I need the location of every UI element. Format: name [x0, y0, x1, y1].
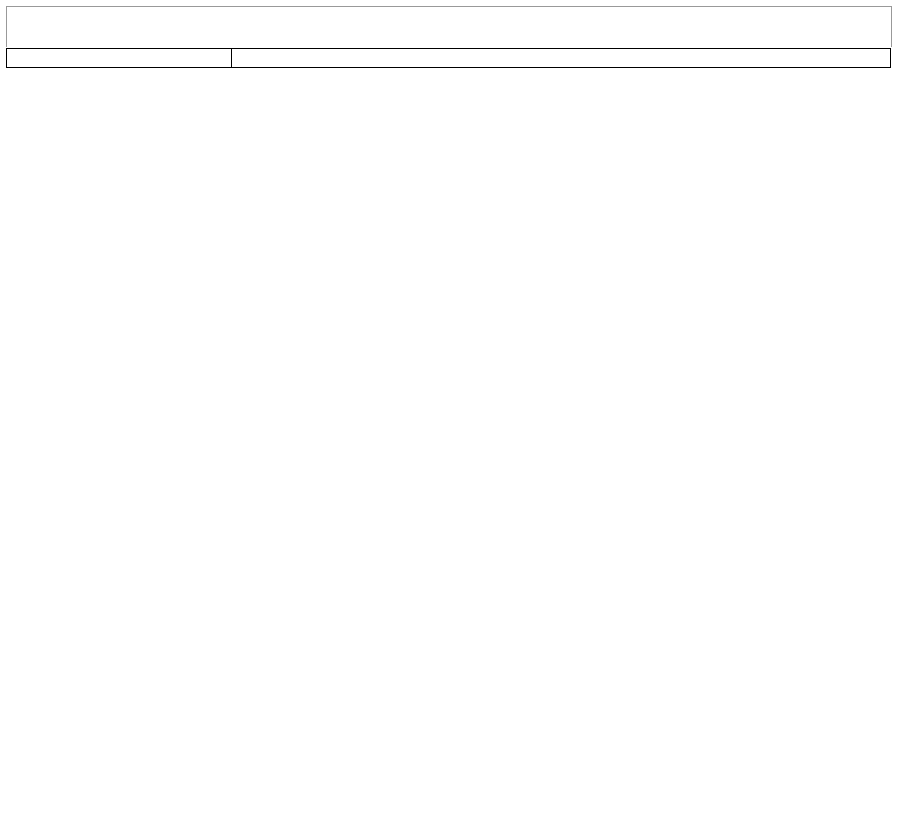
- header-row: [7, 49, 891, 68]
- technical-header: [232, 49, 891, 68]
- picture-header: [7, 49, 232, 68]
- spec-table: [6, 48, 891, 68]
- spec-sheet: [6, 6, 890, 813]
- title-row: [6, 6, 892, 47]
